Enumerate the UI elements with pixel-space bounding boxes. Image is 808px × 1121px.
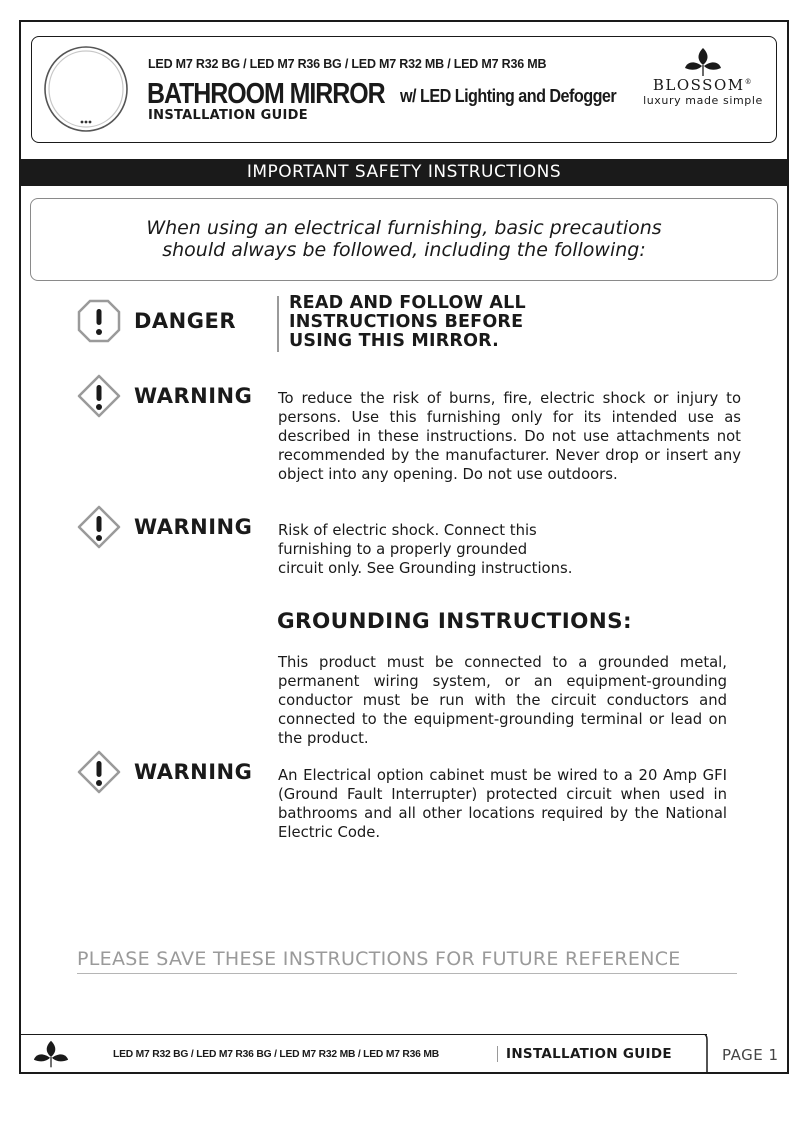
page-number: PAGE 1: [722, 1046, 779, 1064]
warning-text: [278, 521, 572, 578]
leaf-logo-icon: [683, 46, 723, 78]
danger-line: READ AND FOLLOW ALL: [289, 293, 526, 313]
diamond-exclamation-icon: [77, 374, 121, 418]
footer-document-kind: INSTALLATION GUIDE: [506, 1046, 672, 1062]
warning-line: Risk of electric shock. Connect this: [278, 522, 537, 539]
danger-divider: [277, 296, 279, 352]
brand-tagline: luxury made simple: [643, 94, 763, 107]
warning-text: An Electrical option cabinet must be wired to a 20 Amp GFI (Ground Fault Interrupter) protected circuit when used in bathrooms and all other locations required by the National Electric Code.: [278, 767, 727, 841]
danger-text: [289, 294, 526, 351]
grounding-text: This product must be connected to a grounded metal, permanent wiring system, or an equipment-grounding conductor must be run with the circuit conductors and connected to the equipment-grounding terminal or lead on the product.: [278, 654, 727, 747]
model-numbers: LED M7 R32 BG / LED M7 R36 BG / LED M7 R32 MB / LED M7 R36 MB: [148, 57, 547, 71]
footer-rule: [19, 1034, 707, 1035]
document-title: BATHROOM MIRROR: [147, 78, 385, 110]
footer-separator: [497, 1046, 498, 1062]
warning-label: WARNING: [134, 384, 253, 408]
warning-text: To reduce the risk of burns, fire, electric shock or injury to persons. Use this furnishing only for its intended use as described in these instructions. Do not use attachments not recommended by the manufacturer. Never drop or insert any object into any opening. Do not use outdoors.: [278, 390, 741, 483]
grounding-heading: GROUNDING INSTRUCTIONS:: [277, 609, 633, 634]
danger-label: DANGER: [134, 309, 237, 333]
document-kind: INSTALLATION GUIDE: [148, 108, 308, 123]
diamond-exclamation-icon: [77, 750, 121, 794]
brand-logo: [636, 46, 770, 116]
brand-name: BLOSSOM®: [652, 76, 754, 94]
warning-label: WARNING: [134, 515, 253, 539]
precaution-line: When using an electrical furnishing, basic precautions: [146, 217, 662, 239]
warning-line: circuit only. See Grounding instructions.: [278, 560, 573, 577]
precaution-line: should always be followed, including the following:: [162, 239, 646, 261]
danger-line: USING THIS MIRROR.: [289, 331, 500, 351]
save-instructions-note: PLEASE SAVE THESE INSTRUCTIONS FOR FUTURE REFERENCE: [77, 948, 737, 974]
round-mirror-illustration: [42, 44, 130, 134]
warning-line: furnishing to a properly grounded: [278, 541, 528, 558]
warning-label: WARNING: [134, 760, 253, 784]
document-subtitle: w/ LED Lighting and Defogger: [400, 86, 617, 106]
octagon-exclamation-icon: [77, 299, 121, 343]
footer-model-numbers: LED M7 R32 BG / LED M7 R36 BG / LED M7 R32 MB / LED M7 R36 MB: [113, 1049, 439, 1060]
section-title-bar: IMPORTANT SAFETY INSTRUCTIONS: [19, 159, 789, 186]
leaf-logo-icon: [32, 1038, 70, 1070]
danger-line: INSTRUCTIONS BEFORE: [289, 312, 524, 332]
footer-tab-edge: [704, 1034, 714, 1074]
precaution-box: [30, 198, 778, 281]
diamond-exclamation-icon: [77, 505, 121, 549]
